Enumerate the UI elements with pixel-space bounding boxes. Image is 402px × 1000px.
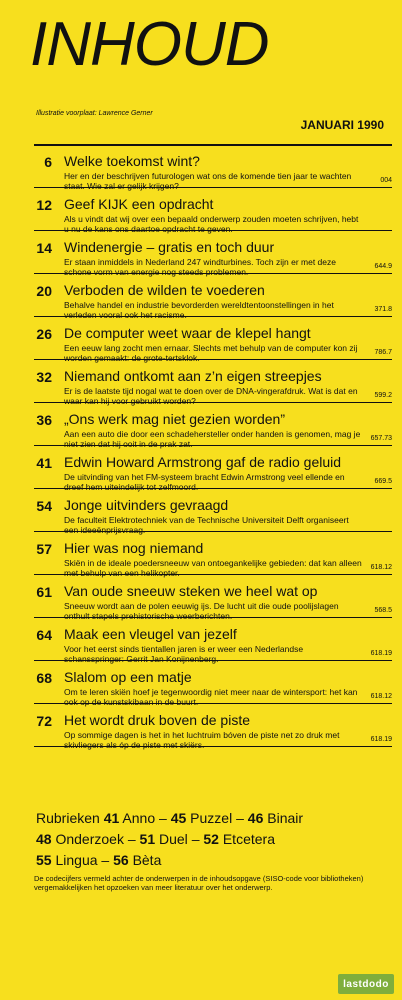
entry-heading: Slalom op een matje bbox=[64, 669, 192, 685]
entry-description: Voor het eerst sinds tientallen jaren is er weer een Nederlandse schansspringer: Gerrit Jan Konijnenberg. bbox=[64, 644, 304, 664]
entry-heading: Jonge uitvinders gevraagd bbox=[64, 497, 229, 513]
siso-code: 568.5 bbox=[374, 607, 392, 614]
entry-heading: Van oude sneeuw steken we heel wat op bbox=[64, 583, 318, 599]
entry-heading: Geef KIJK een opdracht bbox=[64, 196, 214, 212]
siso-code: 618.19 bbox=[370, 736, 392, 743]
entry-heading: Hier was nog niemand bbox=[64, 540, 204, 556]
siso-code: 786.7 bbox=[374, 349, 392, 356]
entry-description: Op sommige dagen is het in het luchtruim bóven de piste net zo druk met skivliegers als óp de piste met skiërs. bbox=[64, 730, 340, 750]
rubriek-num: 56 bbox=[113, 852, 129, 868]
toc-entry bbox=[34, 403, 392, 449]
cover-credit: Illustratie voorplaat: Lawrence Gerner bbox=[36, 110, 153, 117]
rubriek-name: Binair bbox=[267, 810, 304, 826]
rubriek-name: Etcetera bbox=[222, 831, 275, 847]
rubriek-name: Lingua bbox=[55, 852, 98, 868]
page-title: INHOUD bbox=[30, 10, 269, 79]
page-number: 54 bbox=[36, 498, 52, 514]
rubriek-sep: – bbox=[127, 831, 136, 847]
entry-description: Aan een auto die door een schadehersteller onder handen is genomen, mag je niet zien dat hij ooit in de prak zat. bbox=[64, 429, 361, 449]
page-number: 41 bbox=[36, 455, 52, 471]
toc-entry bbox=[34, 231, 392, 277]
entry-description: Er staan inmiddels in Nederland 247 windturbines. Toch zijn er met deze schone vorm van energie nog steeds problemen. bbox=[64, 257, 336, 277]
entry-heading: Niemand ontkomt aan z’n eigen streepjes bbox=[64, 368, 322, 384]
watermark-logo bbox=[338, 974, 394, 994]
entry-heading: Het wordt druk boven de piste bbox=[64, 712, 250, 728]
entry-heading: Edwin Howard Armstrong gaf de radio geluid bbox=[64, 454, 342, 470]
rubriek-name: Duel bbox=[159, 831, 188, 847]
rubriek-sep: – bbox=[101, 852, 110, 868]
rubriek-sep: – bbox=[236, 810, 244, 826]
page-number: 14 bbox=[36, 240, 52, 256]
siso-code: 644.9 bbox=[374, 263, 392, 270]
siso-code: 669.5 bbox=[374, 478, 392, 485]
page-number: 61 bbox=[36, 584, 52, 600]
toc-entry bbox=[34, 489, 392, 535]
watermark-text: lastdodo bbox=[343, 978, 389, 990]
entry-heading: Welke toekomst wint? bbox=[64, 153, 200, 169]
page-number: 32 bbox=[36, 369, 52, 385]
entry-description: Sneeuw wordt aan de polen eeuwig ijs. De lucht uit die oude poolijslagen onthult stapels prehistorische weerberichten. bbox=[64, 601, 339, 621]
siso-code: 371.8 bbox=[374, 306, 392, 313]
rubriek-num: 41 bbox=[103, 810, 120, 826]
siso-code: 657.73 bbox=[370, 435, 392, 442]
toc-entry bbox=[34, 575, 392, 621]
siso-code: 618.19 bbox=[370, 650, 392, 657]
page-number: 64 bbox=[36, 627, 52, 643]
toc-list bbox=[0, 145, 402, 750]
rubrieken-label: Rubrieken bbox=[36, 810, 100, 826]
toc-entry bbox=[34, 532, 392, 578]
toc-entry bbox=[34, 145, 392, 191]
entry-heading: Maak een vleugel van jezelf bbox=[64, 626, 237, 642]
siso-footnote: De codecijfers vermeld achter de onderwerpen in de inhoudsopgave (SISO-code voor bibliotheken) vergemakkelijken het opzoeken van meer literatuur over het onderwerp. bbox=[34, 874, 364, 892]
entry-description: De uitvinding van het FM-systeem bracht Edwin Armstrong veel ellende en dreef hem uiteindelijk tot zelfmoord. bbox=[64, 472, 345, 492]
rubriek-num: 46 bbox=[247, 810, 264, 826]
entry-description: Een eeuw lang zocht men ernaar. Slechts met behulp van de computer kon zij worden gemaakt: de grote-tertsklok. bbox=[64, 343, 358, 363]
entry-description: Her en der beschrijven futurologen wat ons de komende tien jaar te wachten staat. Wie zal er gelijk krijgen? bbox=[64, 171, 352, 191]
issue-date: JANUARI 1990 bbox=[300, 118, 384, 132]
page-number: 57 bbox=[36, 541, 52, 557]
page-number: 6 bbox=[44, 154, 52, 170]
rubriek-name: Bèta bbox=[132, 852, 162, 868]
toc-entry bbox=[34, 317, 392, 363]
entry-description: Er is de laatste tijd nogal wat te doen over de DNA-vingerafdruk. Wat is dat en waar kan hij voor gebruikt worden? bbox=[64, 386, 358, 406]
entry-heading: Verboden de wilden te voederen bbox=[64, 282, 265, 298]
entry-description: De faculteit Elektrotechniek van de Technische Universiteit Delft organiseert een ideeënprijsvraag. bbox=[64, 515, 349, 535]
toc-entry bbox=[34, 618, 392, 664]
entry-heading: Windenergie – gratis en toch duur bbox=[64, 239, 275, 255]
rubriek-num: 55 bbox=[36, 852, 52, 868]
page-number: 12 bbox=[36, 197, 52, 213]
page-number: 68 bbox=[36, 670, 52, 686]
toc-entry bbox=[34, 661, 392, 707]
rubriek-name: Onderzoek bbox=[55, 831, 124, 847]
rubrieken-section bbox=[36, 808, 396, 871]
siso-code: 599.2 bbox=[374, 392, 392, 399]
siso-code: 618.12 bbox=[370, 693, 392, 700]
entry-heading: De computer weet waar de klepel hangt bbox=[64, 325, 311, 341]
page-number: 20 bbox=[36, 283, 52, 299]
rubriek-name: Puzzel bbox=[190, 810, 233, 826]
page-number: 72 bbox=[36, 713, 52, 729]
page-number: 36 bbox=[36, 412, 52, 428]
siso-code: 004 bbox=[380, 177, 392, 184]
entry-description: Om te leren skiën hoef je tegenwoordig niet meer naar de wintersport: het kan ook op de kunstskibaan in de buurt. bbox=[64, 687, 358, 707]
rubriek-num: 51 bbox=[139, 831, 156, 847]
rubriek-sep: – bbox=[191, 831, 200, 847]
toc-entry bbox=[34, 274, 392, 320]
siso-code: 618.12 bbox=[370, 564, 392, 571]
entry-description: Als u vindt dat wij over een bepaald onderwerp zouden moeten schrijven, hebt u nu de kans ons daartoe opdracht te geven. bbox=[64, 214, 359, 234]
page-number: 26 bbox=[36, 326, 52, 342]
rubriek-num: 45 bbox=[170, 810, 187, 826]
rubriek-num: 48 bbox=[36, 831, 52, 847]
rubriek-sep: – bbox=[159, 810, 167, 826]
entry-description: Behalve handel en industrie bevorderden wereldtentoonstellingen in het verleden vooral ook het racisme. bbox=[64, 300, 334, 320]
rubriek-name: Anno bbox=[122, 810, 156, 826]
toc-entry bbox=[34, 446, 392, 492]
toc-entry bbox=[34, 704, 392, 750]
entry-description: Skiën in de ideale poedersneeuw van ontoegankelijke gebieden: dat kan alleen met behulp van een helikopter. bbox=[64, 558, 362, 578]
entry-heading: „Ons werk mag niet gezien worden” bbox=[64, 411, 285, 427]
toc-entry bbox=[34, 188, 392, 234]
rubriek-num: 52 bbox=[203, 831, 219, 847]
toc-entry bbox=[34, 360, 392, 406]
